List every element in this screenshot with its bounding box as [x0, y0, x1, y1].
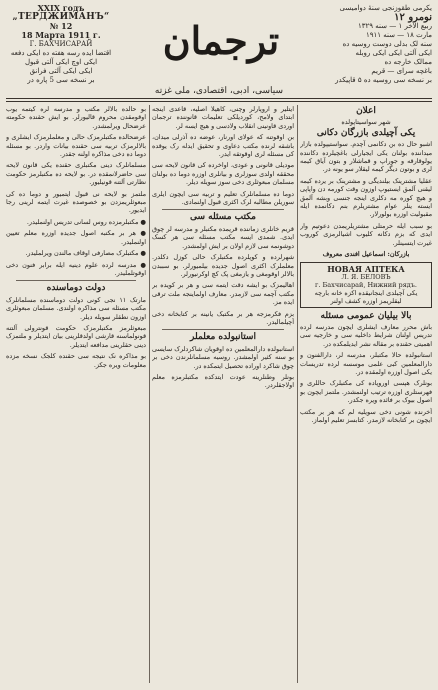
column-middle [152, 105, 294, 683]
hijri-date: ربیع الاخر ۱ — سنه ۱۳۲۹ [358, 22, 432, 30]
single-copy-price: بر نسخه سی روسیه ده ۵ قاپیکدر [335, 76, 432, 84]
subscription-price: ایکی آلتی ایکی ایکی روبله [355, 49, 432, 57]
paragraph: دوما ده مسلمانلرک تعلیم و تربیه سی ایچون ایلری سوریلن مطالبه لرک اکثری قبول اولنمادی. [152, 189, 294, 207]
paragraph: بو حالده بالالر مکتب و مدرسه لره کیتمه یوب اوقومقدن محروم قالیورلر. بو ایش حقنده حکومته عرضحال ویرلمشدر. [6, 105, 146, 130]
newspaper-name-russian: „ТЕРДЖИМАНЪ“ [12, 12, 110, 22]
paragraph: اشبو حال ده بن دکانمی آچدم. سواستیپولده بازار میداننده بولنان یکی ایجیارلی باغچیلرده دکاننده یولوقارقه و جوراپ و قماشلار و بتون آیاق کیمه لری و بوتون دیگر کیمه لیقلار سو یونه در. [300, 140, 432, 174]
paragraph: بن اوقوتنه که عولای اورنار، عوضه ده آذرلی میدان، باشقه لرنده مکتب دعاوی و تحقیق ایدله رک یوقده کی مسئله لری اوقوتقه ایدر. [152, 133, 294, 159]
merchant-signature: بازرکان: اسماعیل افندی معروف [322, 250, 410, 259]
issue-date: 18 Марта 1911 г. [21, 30, 101, 40]
year-arabic: یکرمی طقوزنجی سنهٔ دوامیسی [339, 4, 432, 12]
bullet-item: ● مدرسه لرده علوم دینیه ایله برابر فنون دخی اوقوتلملیدر. [6, 260, 146, 277]
column-left [6, 105, 146, 683]
issue-number: № 12 [49, 21, 73, 31]
paragraph: شهرلرده و کوپلرده مکتبلرک حالی کوزل دکلدر. معلملرک اکثری اصول جدیده بیلمیورلر. بو سببدن بالالر اوقومغی و یازمغی پک کچ اوکرنیورلر. [152, 253, 294, 278]
masthead-divider-2 [6, 101, 432, 102]
number-arabic: نومرو ۱۲ [394, 12, 432, 23]
paragraph: استانبولده حالا مکتبلر، مدرسه لر، دارالفنون و دارالمعلمین کبی علمی موسسه لرده تدریسات یکی اصول اوزره اولمقده در. [300, 351, 432, 376]
pharmacy-owner: Л. Я. БЕЛОВЪ [341, 272, 391, 281]
subscription-line-2: ایکی اوچ ایکی آلتی قبول [24, 58, 98, 66]
subscription-line-3: ایکی ایکی آلتی فرانق [29, 67, 93, 75]
paragraph: عرضحالده مکتبلرمزک حالی و معلملرمزک ایشلری و بالالرمزک تربیه سی حقنده بیانات واردر. بو مسئله دوما ده دخی مذاکره اولنه جقدر. [6, 133, 146, 159]
section-rule [16, 280, 136, 281]
paragraph: مسلمانلرک دینی مکتبلری حقنده یکی قانون لایحه سی حاضرلانمقده در. بو لایحه ده مکتبلرمز حکومت نظارتی آلتنه قونیلیور. [6, 161, 146, 187]
section-heading: استانبولده معلملر [190, 332, 256, 343]
bullet-item: ● مکتبلرک مصارفی اوقاف مالندن ویرلملیدر. [25, 249, 146, 258]
pharmacy-title: НОВАЯ АПТЕКА [327, 263, 405, 274]
location: باغچه سرای — قریم [371, 67, 432, 75]
section-rule [162, 209, 284, 210]
column-right [300, 105, 432, 683]
paragraph: استانبولده دارالمعلمین ده اوقویان شاکردلرک سایسی بو سنه کثیر اولمشدر. روسیه مسلمانلرندن دخی بر چوق شاکرد اوراده تحصیل ایتمکده در. [152, 344, 294, 370]
section-heading: بالا بیلیان عمومی مسئله [320, 310, 412, 321]
paragraph: مبعوثلرمز مکتبلرمزک حکومت قونترولی آلتنه قونولماسنه قارشی اولدقلرینی بیان ایتدیلر و ملتمزک دینی حقلرینی مدافعه ایتدیلر. [6, 323, 146, 349]
subscription-russia: سنه لک بدلی دوست روسیه ده [342, 40, 432, 48]
pharmacy-ad [300, 262, 432, 308]
ad-city: شهر سواسیتاپولده [341, 118, 391, 127]
paragraph: ملتمز بو لایحه نی قبول ایتمیور و دوما ده کی مبعوثلریمزدن بو خصوصده غیرت ایتمه لرینی رجا ایدیور. [6, 189, 146, 215]
paragraph: مودیلی قانونی و عودی، اواخرده کی قانون لایحه سی محققه اولدی سوزلری و بیانلری اوزره دوما ده بولنان مسلمان مبعوثلری دخی سوز سویله دیلر. [152, 161, 294, 187]
section-heading: مکتب مسئله سی [189, 212, 257, 223]
gregorian-date: مارت ۱۸ — سنه ۱۹۱۱ [365, 31, 432, 39]
column-divider [297, 105, 298, 683]
column-divider [149, 105, 150, 683]
city-label: Г. БАХЧИСАРАЙ [29, 40, 93, 48]
paragraph: بو مذاکره نک نتیجه سی حقنده کلجک نسخه مزده معلومات ویره جکز. [6, 352, 146, 369]
shop-heading: یکی آچیلدی بازرگان دکانی [316, 127, 416, 138]
paragraph: مارتک ۱۱ نجی کونی دولت دوماسنده مسلمانلرک مکتب مسئله سی مذاکره اولندی. مسلمان مبعوثلری اوزون نطقلر سویله دیلر. [6, 295, 146, 321]
price-line: بر نسخه سی 5 پاره در [27, 76, 95, 84]
subscription-abroad: ممالک خارجه ده [384, 58, 432, 66]
paragraph: ایتلیر و اروپارلر وچنی، کاهیلا اصلیه، قاعدی اینجه ابتدای ولامح، کوردیلکی تعلیمات قانوننده ترجمان اوردی قاونینی انقلاب ولادسی و هیچ ایسه لر. [152, 105, 294, 130]
paragraph: بونلر وطنلرینه عودت ایتدکده مکتبلرمزه معلم اولاجقلردر. [152, 372, 294, 390]
paragraph: بونلرک هپسی اوروپاده کی مکتبلرک حاللری و فهرستلری اوزره ترتیب اولنمشدر. ملتمز ایچون بو اصول بیوک بر فائده ویره جکدر. [300, 379, 432, 405]
masthead [6, 4, 432, 100]
paragraph: آخرنده شونی دخی سویلیه لم که هر بر مکتب ایچون بر کتابخانه لازمدر. کتابسز تعلیم اولماز. [300, 407, 432, 424]
pharmacy-address: г. Бахчисарай, Нижний рядъ. [314, 280, 417, 289]
pharmacy-text: یکی آچیلدی اینجانیقده اکزه خانه بارچه لیقلریمز اوزره کشف اولنر [314, 288, 418, 305]
paragraph: قریم خانلری زماننده قریمده مکتبلر و مدرسه لر چوق ایدی. شمدی ایسه مکتب مسئله سی هر کسک دوشونمه سی لازم اولان بر ایش اولمشدر. [152, 224, 294, 250]
ad-heading: اعلان [356, 106, 376, 116]
paragraph: بو سبب ایله حرمتلی مشتریلریمدن دعوتیم وار ایدی که بزم دکانه کلیوب اشیالرمزی کوروب غیرت ایتسینلر. [300, 221, 432, 247]
section-heading: دولت دوماسنده [46, 283, 106, 294]
subscription-line-1: اقتضا ایده رسه هفته ده ایکی دفعه [10, 49, 112, 57]
masthead-right-info [320, 4, 432, 85]
bullet-item: ● هر بر مکتبه اصول جدیده اوزره معلم تعیین اولنملیدر. [6, 229, 146, 246]
bullet-item: ● مکتبلرمزده روس لسانی تدریس اولنملیدر. [26, 217, 146, 226]
newspaper-subtitle: سیاسی، ادبی، اقتصادی، ملی غزته [154, 86, 284, 96]
paragraph: باش محرر معارف ایشلری ایچون مدرسه لرده تدریس اولنان شرایط داخلیه سی و خارجیه سی اهمیتی حقنده بر مقاله نشر ایدیلمکده در. [300, 322, 432, 348]
masthead-divider [6, 98, 432, 99]
paragraph: عقلیا مشترینک بیلندیگی و مشترینک بر یرده کیمه لیقنی آلمق ایستیوپ اوزون وقت کورمه دن واپاپی و هیچ کوره مه دکلری اینجه جنسی وبشه آلمق ایسته ینلر عوام مشتریلرم بنم دکانمده ایله مقبولیت اوزره بولورلار. [300, 176, 432, 219]
masthead-left-info [6, 4, 116, 85]
paragraph: بزم فکرمزجه هر بر مکتبک یانینه بر کتابخانه دخی آچیلمالیدر. [152, 309, 294, 326]
section-rule [162, 329, 284, 330]
newspaper-title: ترجمان [162, 18, 280, 63]
year-label: XXIX годъ [37, 3, 85, 13]
paragraph: اهالیمزک بو ایشه دقت ایتمه سی و هر بر کویده بر مکتب آچمه سی لازمدر. معارف اولماینجه ملت ترقی ایده مز. [152, 281, 294, 307]
